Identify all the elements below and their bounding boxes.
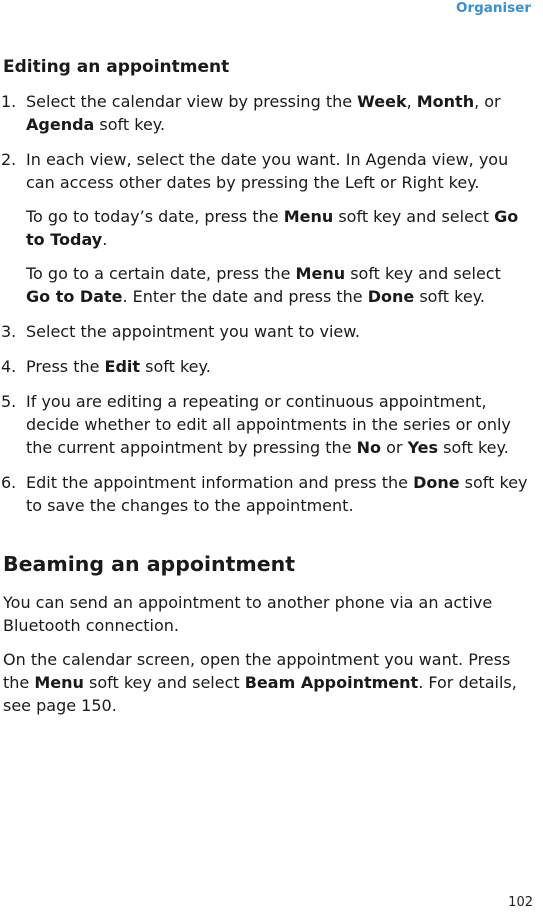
step-text: If you are editing a repeating or continuous appointment, decide whether to edit all appointments in the series or only the current appointment by pressing the No or Yes soft key. bbox=[26, 392, 511, 457]
step-item bbox=[3, 390, 528, 459]
running-header: Organiser bbox=[456, 0, 531, 16]
step-item bbox=[3, 320, 528, 343]
step-text: Edit the appointment information and press the Done soft key to save the changes to the appointment. bbox=[26, 473, 528, 515]
step-number: 6. bbox=[1, 473, 17, 492]
step-text: In each view, select the date you want. In Agenda view, you can access other dates by pressing the Left or Right key. bbox=[26, 150, 509, 192]
step-number: 4. bbox=[1, 357, 17, 376]
step-text: Select the calendar view by pressing the Week, Month, or Agenda soft key. bbox=[26, 92, 501, 134]
section-heading-editing: Editing an appointment bbox=[3, 57, 230, 77]
section-heading-beaming: Beaming an appointment bbox=[3, 552, 296, 576]
body-paragraph: On the calendar screen, open the appointment you want. Press the Menu soft key and select Beam Appointment. For details, see page 150. bbox=[3, 650, 517, 715]
step-number: 3. bbox=[1, 322, 17, 341]
step-number: 5. bbox=[1, 392, 17, 411]
step-text: Press the Edit soft key. bbox=[26, 357, 211, 376]
step-subparagraph: To go to today’s date, press the Menu soft key and select Go to Today. bbox=[26, 207, 519, 249]
step-item bbox=[3, 90, 528, 136]
step-number: 2. bbox=[1, 150, 17, 169]
step-number: 1. bbox=[1, 92, 17, 111]
body-paragraph: You can send an appointment to another phone via an active Bluetooth connection. bbox=[3, 593, 493, 635]
steps-list bbox=[3, 90, 528, 517]
step-item bbox=[3, 148, 528, 308]
step-item bbox=[3, 471, 528, 517]
step-text: Select the appointment you want to view. bbox=[26, 322, 360, 341]
step-item bbox=[3, 355, 528, 378]
page-content bbox=[3, 56, 528, 728]
step-subparagraph: To go to a certain date, press the Menu soft key and select Go to Date. Enter the date and press the Done soft key. bbox=[26, 264, 501, 306]
page-number: 102 bbox=[508, 895, 533, 910]
